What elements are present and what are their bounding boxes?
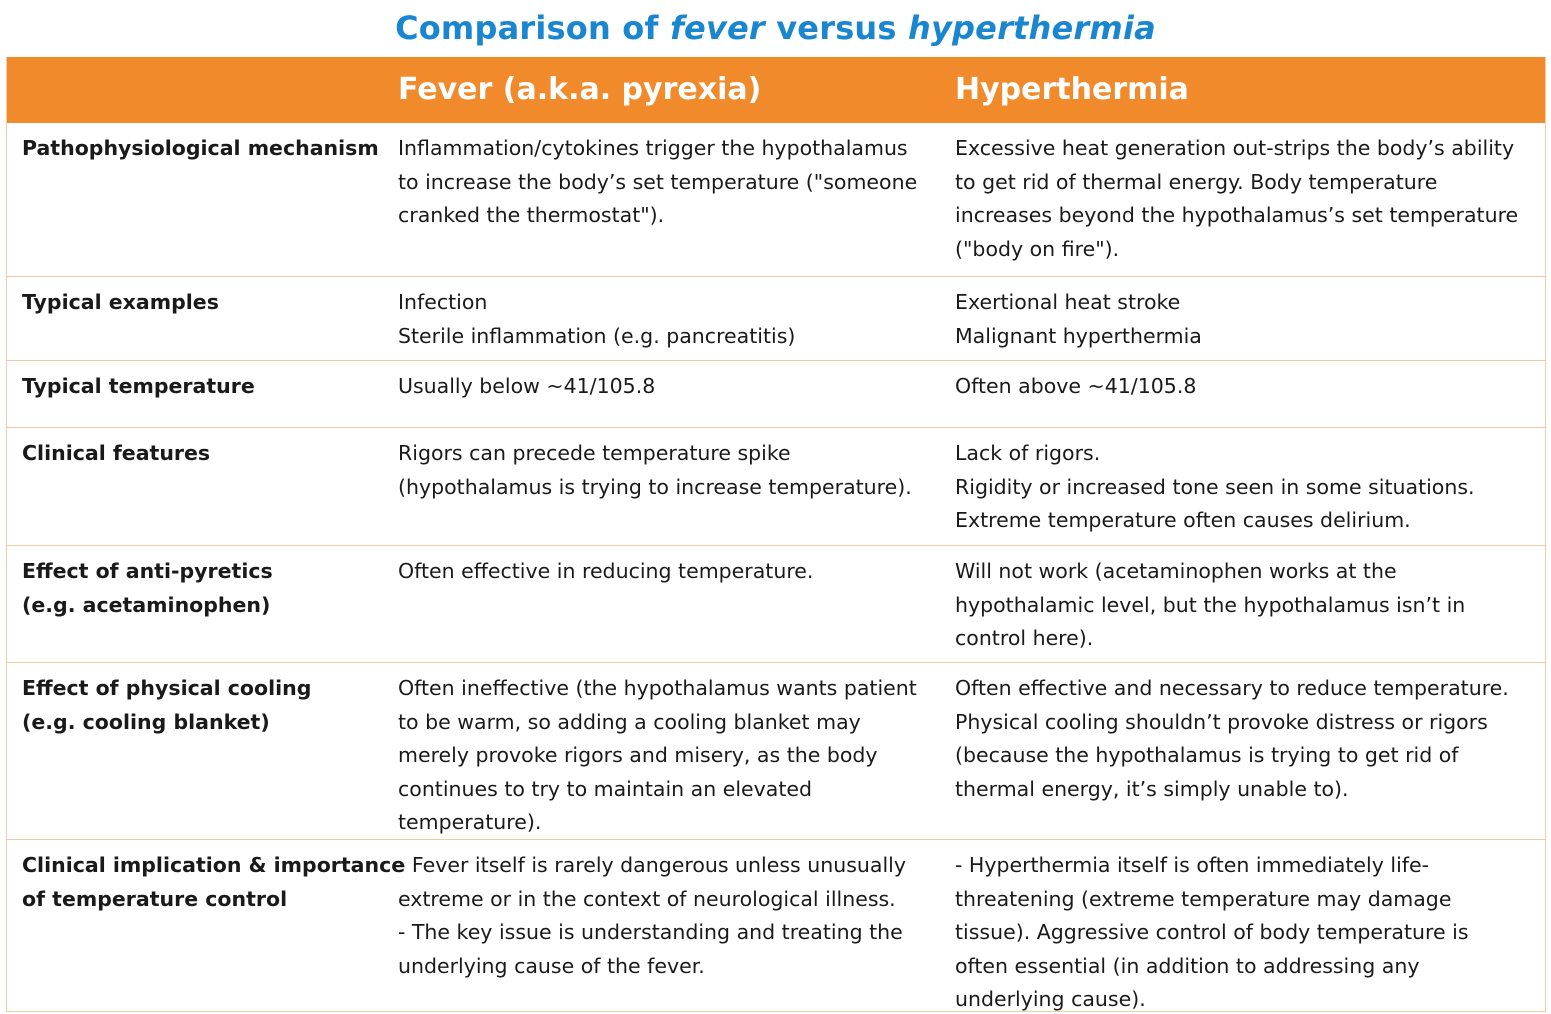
table-row xyxy=(7,428,1545,546)
cell-text-line: often essential (in addition to addressing any xyxy=(955,953,1420,978)
table-row xyxy=(7,123,1545,277)
hyperthermia-cell xyxy=(955,123,1540,266)
cell-text-line: Effect of anti-pyretics xyxy=(22,559,273,583)
row-label xyxy=(22,277,387,320)
cell-text-line: merely provoke rigors and misery, as the body xyxy=(398,743,878,767)
cell-text-line: Clinical features xyxy=(22,441,211,465)
cell-text-line: Excessive heat generation out-strips the body’s ability xyxy=(955,136,1515,160)
cell-text-line: Clinical implication & importance xyxy=(22,853,406,877)
cell-text-line: (hypothalamus is trying to increase temperature). xyxy=(398,474,912,499)
table-row xyxy=(7,361,1545,428)
cell-text-line: (e.g. cooling blanket) xyxy=(22,709,270,734)
header-col-label xyxy=(22,57,387,123)
hyperthermia-cell xyxy=(955,277,1540,353)
fever-cell xyxy=(398,428,938,504)
table-row xyxy=(7,840,1545,1012)
hyperthermia-cell xyxy=(955,663,1540,806)
cell-text-line: temperature). xyxy=(398,810,542,834)
hyperthermia-cell xyxy=(955,428,1540,538)
cell-text-line: Typical temperature xyxy=(22,374,255,398)
cell-text-line: Rigidity or increased tone seen in some situations. xyxy=(955,474,1475,499)
cell-text-line: to increase the body’s set temperature ("someone xyxy=(398,169,918,194)
cell-text-line: (because the hypothalamus is trying to get rid of xyxy=(955,743,1459,767)
cell-text-line: Exertional heat stroke xyxy=(955,290,1181,314)
cell-text-line: Extreme temperature often causes delirium. xyxy=(955,508,1411,532)
cell-text-line: Physical cooling shouldn’t provoke distress or rigors xyxy=(955,709,1488,734)
cell-text-line: - The key issue is understanding and treating the xyxy=(398,920,903,944)
row-label xyxy=(22,428,387,471)
cell-text-line: increases beyond the hypothalamus’s set temperature xyxy=(955,203,1519,227)
cell-text-line: Typical examples xyxy=(22,290,219,314)
header-col-hyperthermia: Hyperthermia xyxy=(955,72,1189,107)
hyperthermia-cell xyxy=(955,361,1540,404)
cell-text-line: Malignant hyperthermia xyxy=(955,323,1202,348)
cell-text-line: ("body on fire"). xyxy=(955,236,1120,261)
fever-cell xyxy=(398,546,938,589)
cell-text-line: control here). xyxy=(955,626,1094,650)
cell-text-line: Will not work (acetaminophen works at the xyxy=(955,559,1397,583)
table-header xyxy=(7,57,1545,123)
fever-cell xyxy=(398,123,938,233)
fever-cell xyxy=(398,840,938,983)
header-col-fever: Fever (a.k.a. pyrexia) xyxy=(398,72,762,107)
table-row xyxy=(7,277,1545,361)
table-row xyxy=(7,663,1545,840)
title-emphasis-hyperthermia: hyperthermia xyxy=(908,9,1156,47)
cell-text-line: Lack of rigors. xyxy=(955,441,1101,465)
comparison-table xyxy=(6,57,1546,1012)
row-label xyxy=(22,546,387,622)
cell-text-line: Inflammation/cytokines trigger the hypothalamus xyxy=(398,136,908,160)
cell-text-line: - Hyperthermia itself is often immediately life- xyxy=(955,853,1430,877)
cell-text-line: (e.g. acetaminophen) xyxy=(22,592,271,617)
row-label xyxy=(22,840,406,916)
cell-text-line: Infection xyxy=(398,290,488,314)
cell-text-line: hypothalamic level, but the hypothalamus isn’t in xyxy=(955,592,1466,617)
fever-cell xyxy=(398,361,938,404)
cell-text-line: Sterile inflammation (e.g. pancreatitis) xyxy=(398,323,796,348)
hyperthermia-cell xyxy=(955,840,1540,1014)
cell-text-line: underlying cause). xyxy=(955,987,1146,1011)
row-label xyxy=(22,361,387,404)
table-row xyxy=(7,546,1545,663)
cell-text-line: Often ineffective (the hypothalamus wants patient xyxy=(398,676,917,700)
fever-cell xyxy=(398,663,938,840)
cell-text-line: Rigors can precede temperature spike xyxy=(398,441,791,465)
cell-text-line: Often effective in reducing temperature. xyxy=(398,559,814,583)
cell-text-line: to get rid of thermal energy. Body temperature xyxy=(955,169,1438,194)
cell-text-line: Often above ~41/105.8 xyxy=(955,374,1197,398)
cell-text-line: tissue). Aggressive control of body temperature is xyxy=(955,920,1469,944)
cell-text-line: continues to try to maintain an elevated xyxy=(398,776,813,801)
cell-text-line: to be warm, so adding a cooling blanket may xyxy=(398,709,861,734)
cell-text-line: - Fever itself is rarely dangerous unless unusually xyxy=(398,853,906,877)
cell-text-line: of temperature control xyxy=(22,886,288,911)
cell-text-line: extreme or in the context of neurological illness. xyxy=(398,886,896,911)
title-part-1: Comparison of xyxy=(395,9,670,47)
row-label xyxy=(22,663,387,739)
cell-text-line: thermal energy, it’s simply unable to). xyxy=(955,776,1349,801)
cell-text-line: Pathophysiological mechanism xyxy=(22,136,379,160)
cell-text-line: Effect of physical cooling xyxy=(22,676,312,700)
title-emphasis-fever: fever xyxy=(669,9,765,47)
cell-text-line: underlying cause of the fever. xyxy=(398,953,705,978)
fever-cell xyxy=(398,277,938,353)
row-label xyxy=(22,123,387,166)
page-title xyxy=(0,6,1551,50)
title-part-2: versus xyxy=(764,9,909,47)
cell-text-line: cranked the thermostat"). xyxy=(398,203,665,227)
cell-text-line: threatening (extreme temperature may damage xyxy=(955,886,1452,911)
cell-text-line: Often effective and necessary to reduce temperature. xyxy=(955,676,1509,700)
hyperthermia-cell xyxy=(955,546,1540,656)
cell-text-line: Usually below ~41/105.8 xyxy=(398,374,656,398)
